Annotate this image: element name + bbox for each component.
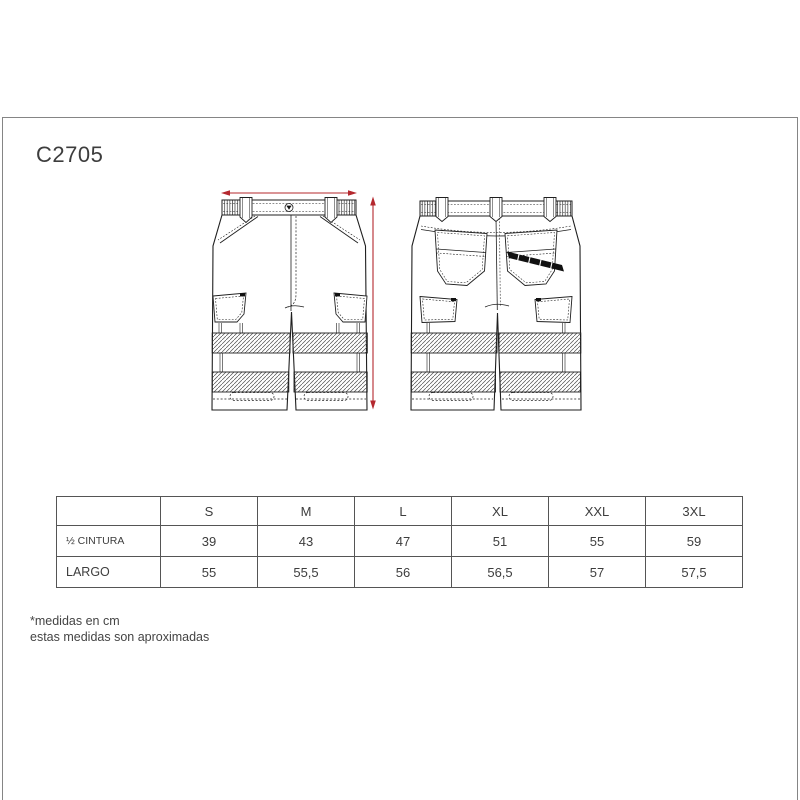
flap-tab-right xyxy=(335,293,340,296)
size-value-cell: 57 xyxy=(549,557,646,588)
waist-button-icon xyxy=(285,204,293,212)
product-code-title: C2705 xyxy=(36,142,104,167)
footnote-units: *medidas en cm xyxy=(30,614,120,628)
shorts-back-view-drawing xyxy=(411,198,581,411)
size-table-header-row xyxy=(57,497,743,526)
footnotes xyxy=(30,614,209,645)
size-column-header: S xyxy=(161,497,258,526)
size-column-header: M xyxy=(258,497,355,526)
shorts-front-view-drawing xyxy=(212,198,367,411)
size-value-cell: 56,5 xyxy=(452,557,549,588)
size-value-cell: 55 xyxy=(549,526,646,557)
length-dimension-arrow xyxy=(370,197,376,410)
size-value-cell: 57,5 xyxy=(646,557,743,588)
table-row-half-waist xyxy=(57,526,743,557)
measure-row-label: ½ CINTURA xyxy=(57,526,161,557)
size-value-cell: 59 xyxy=(646,526,743,557)
width-dimension-arrow xyxy=(221,190,357,195)
size-column-header: 3XL xyxy=(646,497,743,526)
size-value-cell: 56 xyxy=(355,557,452,588)
size-column-header: XL xyxy=(452,497,549,526)
size-value-cell: 39 xyxy=(161,526,258,557)
size-value-cell: 43 xyxy=(258,526,355,557)
table-row-length xyxy=(57,557,743,588)
size-value-cell: 51 xyxy=(452,526,549,557)
flap-tab-left xyxy=(240,293,245,296)
size-value-cell: 47 xyxy=(355,526,452,557)
size-column-header: L xyxy=(355,497,452,526)
size-column-header xyxy=(57,497,161,526)
measure-row-label: LARGO xyxy=(57,557,161,588)
footnote-approximate: estas medidas son aproximadas xyxy=(30,629,210,644)
size-column-header: XXL xyxy=(549,497,646,526)
shorts-technical-drawing xyxy=(190,180,590,430)
size-value-cell: 55 xyxy=(161,557,258,588)
size-table xyxy=(56,496,743,588)
size-value-cell: 55,5 xyxy=(258,557,355,588)
